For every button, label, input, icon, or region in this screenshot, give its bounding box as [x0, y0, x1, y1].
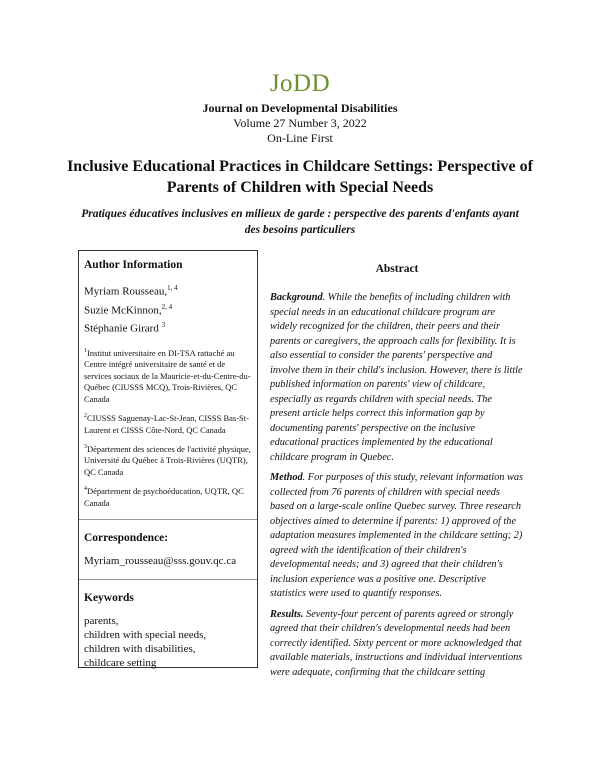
affiliation [84, 484, 252, 509]
article-title-line-1: Inclusive Educational Practices in Childcare Settings: Perspective of [67, 158, 533, 175]
author-list [84, 281, 252, 337]
author-info-sidebar [78, 250, 258, 668]
sidebar-divider [79, 579, 257, 580]
keywords-heading: Keywords [84, 592, 134, 605]
author-affiliation-marks: 3 [161, 321, 166, 330]
keyword: parents, [84, 615, 119, 628]
affiliation-text: Département de psychoéducation, UQTR, QC Canada [84, 486, 244, 508]
author-entry [84, 281, 252, 300]
keyword: childcare setting [84, 657, 157, 670]
article-title [50, 156, 550, 198]
publication-status: On-Line First [267, 131, 333, 145]
affiliation-text: Institut universitaire en DI-TSA rattaché au Centre intégré universitaire de santé et de services sociaux de la Mauricie-et-du-Centre-du-Québec (CIUSSS MCQ), Trois-Rivières, QC Canada [84, 347, 251, 404]
article-subtitle-line-1: Pratiques éducatives inclusives en milieux de garde : perspective des parents d'enfants ayant [81, 208, 519, 220]
author-name: Suzie McKinnon, [84, 304, 162, 317]
affiliation-text: Département des sciences de l'activité physique, Université du Québec à Trois-Rivières (UQTR), QC Canada [84, 443, 251, 477]
abstract-background [270, 291, 524, 465]
method-text: . For purposes of this study, relevant information was collected from 76 parents of children with special needs based on a large-scale online Quebec survey. Three research objectives aimed to determine if parents: 1) approved of the adaptation measures implemented in the childcare setting; 2) agreed with the identification of their children's developmental needs; and 3) agreed that their children's inclusion experience was a positive one. Descriptive statistics were used to quantify responses. [270, 472, 524, 599]
affiliation-number: 3 [84, 444, 87, 451]
affiliation-number: 2 [84, 413, 87, 420]
masthead [0, 70, 600, 146]
sidebar-divider [79, 519, 257, 520]
background-label: Background [270, 292, 323, 303]
author-info-heading: Author Information [84, 259, 183, 271]
abstract-method [270, 471, 524, 602]
abstract-results [270, 608, 524, 681]
background-text: . While the benefits of including children with special needs in an educational childcare program are widely recognized for the children, their peers and their parents or caregivers, the approach calls for flexibility. It is also essential to consider the parents' perspective and involve them in their child's inclusion. However, there is little published information on parents' view of childcare, especially as regards children with special needs. The present article helps correct this information gap by documenting parents' perspective on the inclusive educational practices implemented by the educational childcare program in Quebec. [270, 292, 523, 463]
author-entry [84, 318, 252, 337]
affiliation [84, 442, 252, 478]
journal-name: Journal on Developmental Disabilities [202, 101, 398, 115]
affiliation [84, 346, 252, 405]
affiliation-number: 1 [84, 347, 87, 354]
results-label: Results. [270, 608, 304, 620]
affiliation-number: 4 [84, 486, 87, 493]
article-title-line-2: Parents of Children with Special Needs [166, 179, 434, 196]
article-subtitle-french [60, 206, 540, 238]
abstract-section [270, 262, 524, 686]
issue-info: Volume 27 Number 3, 2022 [233, 116, 367, 130]
correspondence-heading: Correspondence: [84, 532, 169, 545]
journal-logo: JoDD [269, 70, 331, 97]
author-affiliation-marks: 2, 4 [161, 302, 173, 311]
results-text: Seventy-four percent of parents agreed or strongly agreed that their children's developmental needs had been correctly identified. Sixty percent or more acknowledged that available materials, instructions and individual interventions were adequate, confirming that the childcare setting [270, 608, 523, 678]
article-subtitle-line-2: des besoins particuliers [244, 224, 356, 236]
keyword: children with disabilities, [84, 643, 196, 656]
correspondence-email[interactable]: Myriam_rousseau@sss.gouv.qc.ca [84, 555, 237, 568]
affiliation [84, 411, 252, 436]
author-name: Stéphanie Girard [84, 322, 159, 335]
abstract-heading: Abstract [375, 263, 419, 275]
method-label: Method [270, 472, 303, 483]
author-name: Myriam Rousseau, [84, 285, 168, 298]
keyword: children with special needs, [84, 629, 207, 642]
affiliation-text: CIUSSS Saguenay-Lac-St-Jean, CISSS Bas-St-Laurent et CISSS Côte-Nord, QC Canada [84, 413, 249, 435]
author-entry [84, 300, 252, 319]
author-affiliation-marks: 1, 4 [167, 284, 178, 292]
